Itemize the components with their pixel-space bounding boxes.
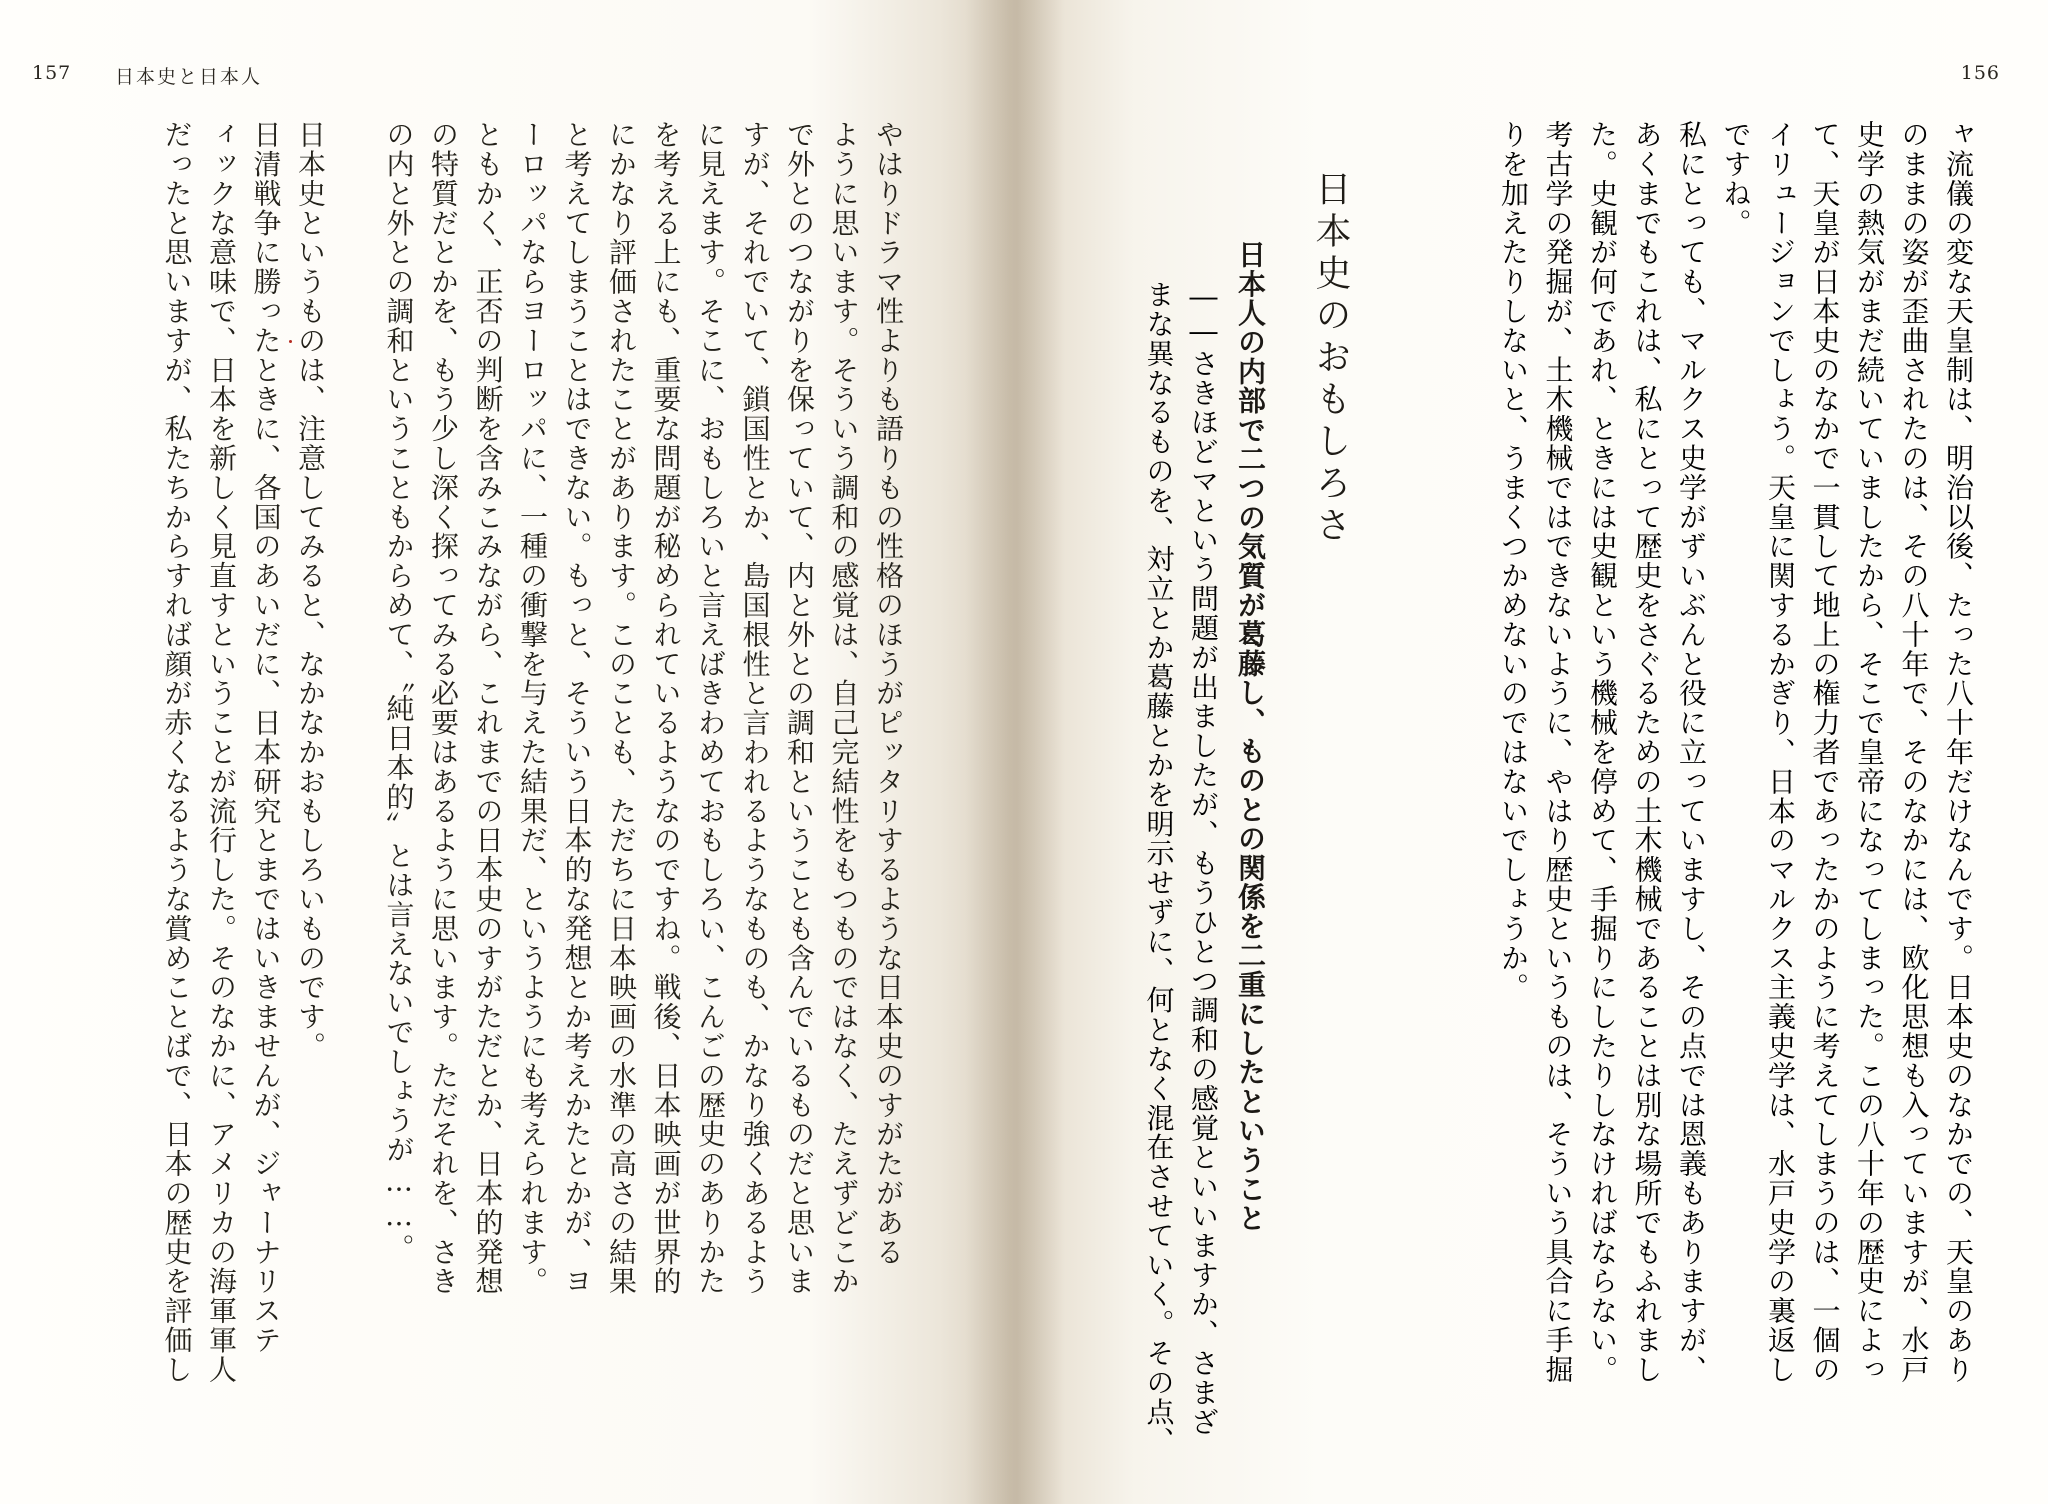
- right-line-8: あくまでもこれは、私にとって歴史をさぐるための土木機械であることは別な場所でもふれまし: [1630, 120, 1664, 1385]
- right-line-5: イリュージョンでしょう。天皇に関するかぎり、日本のマルクス主義史学は、水戸史学の裏返し: [1764, 120, 1797, 1385]
- left-line-10: ともかく、正否の判断を含みこみながら、これまでの日本史のすがただとか、日本的発想: [471, 120, 505, 1296]
- right-line-7: 私にとっても、マルクス史学がずいぶんと役に立っていますし、その点では恩義もありますが、: [1675, 120, 1708, 1385]
- left-line-11: の特質だとかを、もう少し深く探ってみる必要はあるように思います。ただそれを、さき: [427, 120, 460, 1296]
- right-line-11: りを加えたりしないと、うまくつかめないのではないでしょうか。: [1497, 120, 1530, 1002]
- left-line-14: 日本史というものは、注意してみると、なかなかおもしろいものです。: [294, 120, 327, 1061]
- left-line-6: を考える上にも、重要な問題が秘められているようなのですね。戦後、日本映画が世界的: [649, 120, 683, 1296]
- left-line-2: ように思います。そういう調和の感覚は、自己完結性をもつものではなく、たえずどこか: [827, 120, 861, 1296]
- left-line-3: で外とのつながりを保っていて、内と外との調和ということも含んでいるものだと思いま: [783, 120, 816, 1296]
- right-line-4: て、天皇が日本史のなかで一貫して地上の権力者であったかのように考えてしまうのは、一個の: [1808, 120, 1842, 1385]
- right-line-1: ャ流儀の変な天皇制は、明治以後、たった八十年だけなんです。日本史のなかでの、天皇のあり: [1942, 120, 1975, 1385]
- right-body-text-after: [1135, 280, 1225, 1460]
- left-running-title: 日本史と日本人: [115, 66, 263, 88]
- right-after-line-2: まな異なるものを、対立とか葛藤とかを明示せずに、何となく混在させていく。その点、: [1142, 280, 1176, 1456]
- left-line-12: の内と外との調和ということもからめて、〝純日本的〟とは言えないでしょうが……。: [382, 120, 416, 1263]
- left-line-17: だったと思いますが、私たちからすれば顔が赤くなるような賞めことばで、日本の歴史を評価し: [160, 120, 194, 1385]
- left-line-9: ーロッパならヨーロッパに、一種の衝撃を与えた結果だ、というようにも考えられます。: [516, 120, 549, 1296]
- left-line-5: に見えます。そこに、おもしろいと言えばきわめておもしろい、こんごの歴史のありかた: [694, 120, 727, 1296]
- right-body-text-before: [1420, 120, 1980, 1460]
- left-line-4: すが、それでいて、鎖国性とか、島国根性と言われるようなものも、かなり強くあるよう: [738, 120, 772, 1296]
- left-line-8: と考えてしまうことはできない。もっと、そういう日本的な発想とか考えかたとかが、ヨ: [560, 120, 594, 1296]
- left-blank-line: [332, 120, 376, 1460]
- left-line-16: ィックな意味で、日本を新しく見直すということが流行した。そのなかに、アメリカの海軍軍人: [205, 120, 238, 1385]
- left-page-number: 157: [32, 62, 72, 84]
- section-title: 日本史のおもしろさ: [1310, 170, 1351, 548]
- right-line-9: た。史観が何であれ、ときには史観という機械を停めて、手掘りにしたりしなければならない。: [1586, 120, 1619, 1385]
- left-body-text: [130, 120, 910, 1460]
- left-line-7: にかなり評価されたことがあります。このことも、ただちに日本映画の水準の高さの結果: [605, 120, 638, 1296]
- right-line-3: 史学の熱気がまだ続いていましたから、そこで皇帝になってしまった。この八十年の歴史によっ: [1853, 120, 1886, 1385]
- left-page: [0, 0, 1010, 1504]
- right-line-10: 考古学の発掘が、土木機械ではできないように、やはり歴史というものは、そういう具合に手掘: [1541, 120, 1575, 1385]
- left-line-1: やはりドラマ性よりも語りもの性格のほうがピッタリするような日本史のすがたがある: [872, 120, 905, 1267]
- left-line-15: 日清戦争に勝ったときに、各国のあいだに、日本研究とまではいきませんが、ジャーナリステ: [249, 120, 283, 1355]
- right-page-number: 156: [1960, 62, 2000, 84]
- right-after-line-1: ――さきほどマという問題が出ましたが、もうひとつ調和の感覚といいますか、さまざ: [1187, 280, 1220, 1437]
- section-subheading: 日本人の内部で二つの気質が葛藤し、ものとの関係を二重にしたということ: [1234, 240, 1267, 1233]
- right-line-2: のままの姿が歪曲されたのは、その八十年で、そのなかには、欧化思想も入っていますが、水戸: [1897, 120, 1931, 1385]
- right-line-6: ですね。: [1719, 120, 1753, 238]
- ink-speck: [289, 340, 292, 343]
